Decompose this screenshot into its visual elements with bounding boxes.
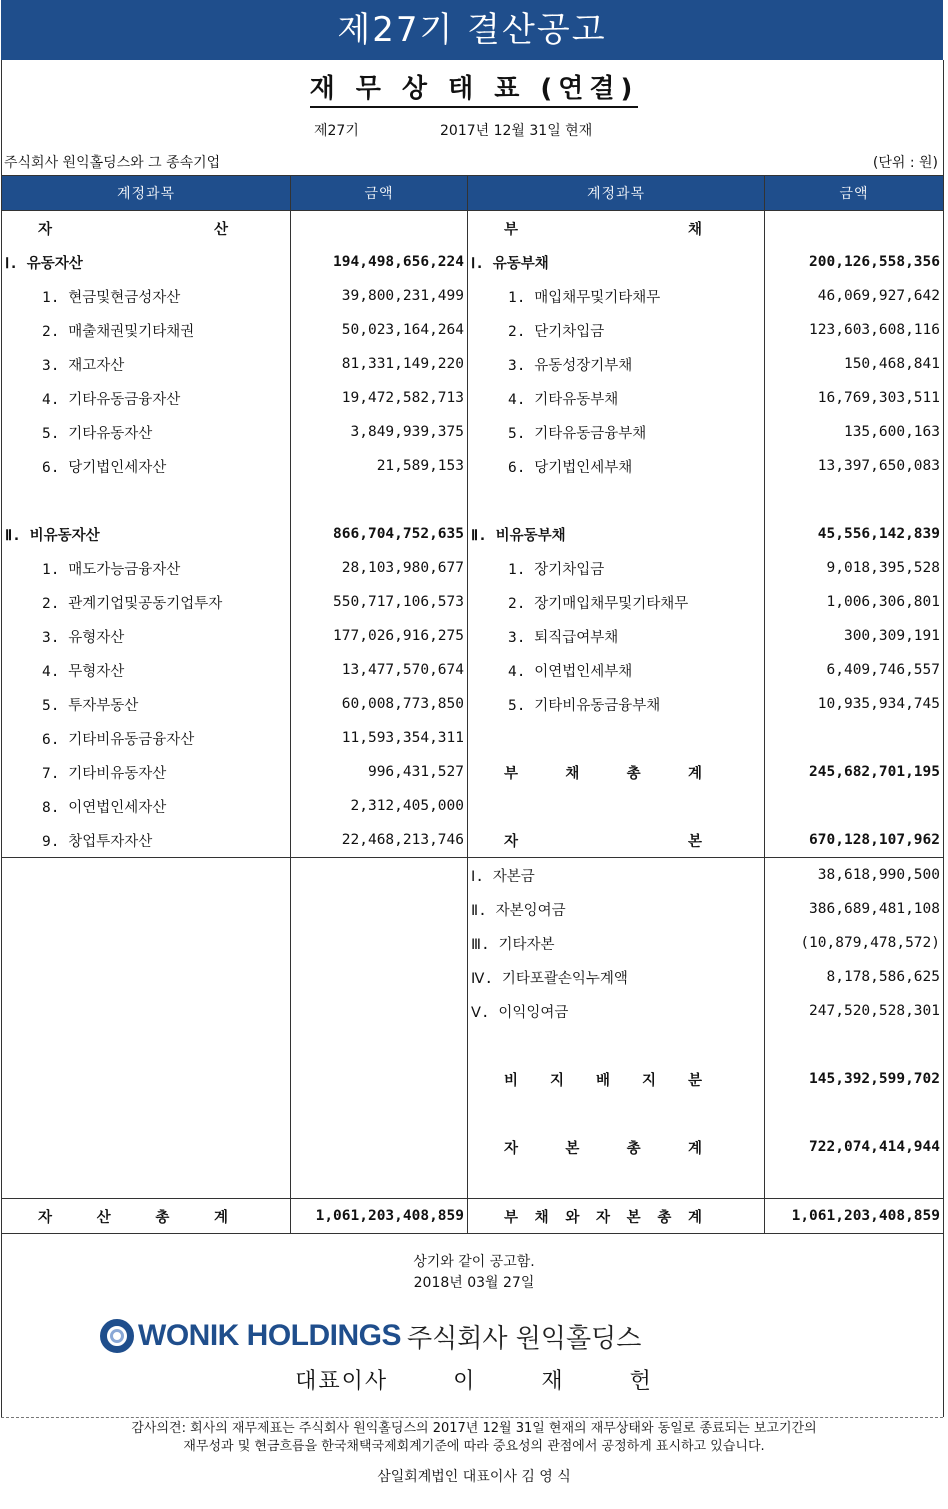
amount-cell: 386,689,481,108 bbox=[765, 892, 944, 926]
account-cell: 4. 이연법인세부채 bbox=[468, 653, 765, 687]
table-row bbox=[2, 823, 944, 858]
account-cell: 1. 매입채무및기타채무 bbox=[468, 279, 765, 313]
ceo-signature-line bbox=[0, 1364, 948, 1395]
account-cell: Ⅰ. 자본금 bbox=[468, 858, 765, 893]
account-cell: 부 채 총 계 bbox=[468, 755, 765, 789]
table-row bbox=[2, 789, 944, 823]
account-cell: Ⅰ. 유동자산 bbox=[2, 245, 291, 279]
audit-opinion: 감사의견: 회사의 재무제표는 주식회사 원익홀딩스의 2017년 12월 31일 현재의 재무상태와 동일로 종료되는 보고기간의 재무성과 및 현금흐름을 한국채택국제회계기준에 따라 중요성의 관점에서 공정하게 표시하고 있습니다. bbox=[131, 1421, 817, 1454]
table-row bbox=[2, 415, 944, 449]
amount-cell bbox=[765, 721, 944, 755]
amount-cell: 28,103,980,677 bbox=[291, 551, 468, 585]
amount-cell bbox=[291, 858, 468, 893]
amount-cell: 8,178,586,625 bbox=[765, 960, 944, 994]
amount-cell: 1,061,203,408,859 bbox=[291, 1199, 468, 1234]
amount-cell: 247,520,528,301 bbox=[765, 994, 944, 1028]
amount-cell: 996,431,527 bbox=[291, 755, 468, 789]
account-cell: 6. 당기법인세부채 bbox=[468, 449, 765, 483]
table-row bbox=[2, 483, 944, 517]
amount-cell: 123,603,608,116 bbox=[765, 313, 944, 347]
amount-cell: 2,312,405,000 bbox=[291, 789, 468, 823]
account-cell: 4. 기타유동금융자산 bbox=[2, 381, 291, 415]
table-row bbox=[2, 721, 944, 755]
table-row bbox=[2, 1130, 944, 1164]
amount-cell: 722,074,414,944 bbox=[765, 1130, 944, 1164]
table-row bbox=[2, 755, 944, 789]
table-row bbox=[2, 1028, 944, 1062]
amount-cell: 194,498,656,224 bbox=[291, 245, 468, 279]
account-cell: 1. 매도가능금융자산 bbox=[2, 551, 291, 585]
amount-cell: 200,126,558,356 bbox=[765, 245, 944, 279]
amount-cell: 3,849,939,375 bbox=[291, 415, 468, 449]
table-header-row bbox=[2, 176, 944, 211]
balance-sheet-table bbox=[1, 175, 944, 1234]
amount-cell: 19,472,582,713 bbox=[291, 381, 468, 415]
company-name: 주식회사 원익홀딩스와 그 종속기업 bbox=[4, 155, 221, 171]
account-cell: 3. 유형자산 bbox=[2, 619, 291, 653]
amount-cell bbox=[291, 960, 468, 994]
amount-cell bbox=[291, 994, 468, 1028]
account-cell: 4. 기타유동부채 bbox=[468, 381, 765, 415]
header-account-right: 계정과목 bbox=[468, 176, 765, 211]
statement-title: 재 무 상 태 표 (연결) bbox=[0, 68, 948, 105]
amount-cell: 38,618,990,500 bbox=[765, 858, 944, 893]
account-cell bbox=[2, 960, 291, 994]
amount-cell bbox=[765, 1028, 944, 1062]
amount-cell: 22,468,213,746 bbox=[291, 823, 468, 858]
account-cell: 자 본 총 계 bbox=[468, 1130, 765, 1164]
account-cell: 3. 유동성장기부채 bbox=[468, 347, 765, 381]
table-row bbox=[2, 892, 944, 926]
account-cell bbox=[468, 721, 765, 755]
account-cell: 2. 단기차입금 bbox=[468, 313, 765, 347]
announcement-text: 상기와 같이 공고함. bbox=[413, 1254, 535, 1270]
table-row bbox=[2, 449, 944, 483]
account-cell: 3. 재고자산 bbox=[2, 347, 291, 381]
amount-cell: 135,600,163 bbox=[765, 415, 944, 449]
account-cell bbox=[2, 1164, 291, 1199]
amount-cell: 13,397,650,083 bbox=[765, 449, 944, 483]
amount-cell: 866,704,752,635 bbox=[291, 517, 468, 551]
table-row bbox=[2, 619, 944, 653]
account-cell bbox=[468, 483, 765, 517]
account-cell bbox=[468, 1096, 765, 1130]
account-cell: 2. 매출채권및기타채권 bbox=[2, 313, 291, 347]
account-cell bbox=[2, 926, 291, 960]
account-cell: 자 산 bbox=[2, 211, 291, 246]
amount-cell: 60,008,773,850 bbox=[291, 687, 468, 721]
account-cell: 7. 기타비유동자산 bbox=[2, 755, 291, 789]
amount-cell bbox=[765, 1164, 944, 1199]
amount-cell: (10,879,478,572) bbox=[765, 926, 944, 960]
ceo-name-char: 이 bbox=[453, 1369, 477, 1394]
amount-cell bbox=[291, 892, 468, 926]
account-cell: Ⅱ. 자본잉여금 bbox=[468, 892, 765, 926]
amount-cell: 9,018,395,528 bbox=[765, 551, 944, 585]
amount-cell: 46,069,927,642 bbox=[765, 279, 944, 313]
amount-cell bbox=[291, 1130, 468, 1164]
amount-cell: 39,800,231,499 bbox=[291, 279, 468, 313]
amount-cell: 6,409,746,557 bbox=[765, 653, 944, 687]
amount-cell: 1,006,306,801 bbox=[765, 585, 944, 619]
fiscal-period: 제27기 bbox=[314, 123, 359, 139]
footer-divider bbox=[1, 1417, 943, 1418]
account-cell: 6. 기타비유동금융자산 bbox=[2, 721, 291, 755]
account-cell: 비 지 배 지 분 bbox=[468, 1062, 765, 1096]
account-cell: Ⅴ. 이익잉여금 bbox=[468, 994, 765, 1028]
amount-cell: 45,556,142,839 bbox=[765, 517, 944, 551]
account-cell: 8. 이연법인세자산 bbox=[2, 789, 291, 823]
ceo-title: 대표이사 bbox=[295, 1369, 389, 1394]
table-row bbox=[2, 1062, 944, 1096]
account-cell: 5. 기타유동금융부채 bbox=[468, 415, 765, 449]
table-row bbox=[2, 517, 944, 551]
statement-date: 2017년 12월 31일 현재 bbox=[440, 123, 593, 139]
account-cell bbox=[2, 1096, 291, 1130]
company-logo bbox=[100, 1316, 641, 1356]
amount-cell: 245,682,701,195 bbox=[765, 755, 944, 789]
table-row bbox=[2, 960, 944, 994]
table-row bbox=[2, 279, 944, 313]
account-cell: 6. 당기법인세자산 bbox=[2, 449, 291, 483]
account-cell bbox=[2, 483, 291, 517]
table-row bbox=[2, 211, 944, 246]
account-cell bbox=[2, 892, 291, 926]
amount-cell: 21,589,153 bbox=[291, 449, 468, 483]
amount-cell: 550,717,106,573 bbox=[291, 585, 468, 619]
account-cell: 1. 장기차입금 bbox=[468, 551, 765, 585]
amount-cell: 10,935,934,745 bbox=[765, 687, 944, 721]
announcement-date: 2018년 03월 27일 bbox=[413, 1275, 535, 1291]
account-cell bbox=[468, 1164, 765, 1199]
table-row bbox=[2, 347, 944, 381]
account-cell: 1. 현금및현금성자산 bbox=[2, 279, 291, 313]
amount-cell bbox=[765, 1096, 944, 1130]
table-row bbox=[2, 1164, 944, 1199]
table-row bbox=[2, 858, 944, 893]
account-cell bbox=[2, 1062, 291, 1096]
amount-cell: 670,128,107,962 bbox=[765, 823, 944, 858]
table-row bbox=[2, 994, 944, 1028]
table-row bbox=[2, 551, 944, 585]
account-cell: 5. 기타비유동금융부채 bbox=[468, 687, 765, 721]
amount-cell bbox=[765, 789, 944, 823]
account-cell: Ⅱ. 비유동자산 bbox=[2, 517, 291, 551]
table-row bbox=[2, 687, 944, 721]
table-row bbox=[2, 1199, 944, 1234]
account-cell: 4. 무형자산 bbox=[2, 653, 291, 687]
account-cell bbox=[468, 789, 765, 823]
logo-wordmark: WONIK HOLDINGS bbox=[138, 1319, 401, 1352]
account-cell: 2. 장기매입채무및기타채무 bbox=[468, 585, 765, 619]
account-cell bbox=[2, 1130, 291, 1164]
amount-cell bbox=[765, 211, 944, 246]
amount-cell: 177,026,916,275 bbox=[291, 619, 468, 653]
wonik-logo-icon bbox=[100, 1319, 134, 1353]
amount-cell bbox=[291, 211, 468, 246]
account-cell: 3. 퇴직급여부채 bbox=[468, 619, 765, 653]
account-cell: 부 채 와 자 본 총 계 bbox=[468, 1199, 765, 1234]
company-name-kr: 주식회사 원익홀딩스 bbox=[407, 1323, 642, 1354]
account-cell: 9. 창업투자자산 bbox=[2, 823, 291, 858]
amount-cell bbox=[291, 483, 468, 517]
table-row bbox=[2, 926, 944, 960]
table-row bbox=[2, 653, 944, 687]
amount-cell bbox=[291, 1028, 468, 1062]
table-row bbox=[2, 1096, 944, 1130]
account-cell bbox=[2, 858, 291, 893]
account-cell: 자 산 총 계 bbox=[2, 1199, 291, 1234]
amount-cell bbox=[291, 1062, 468, 1096]
amount-cell: 50,023,164,264 bbox=[291, 313, 468, 347]
account-cell: 자 본 bbox=[468, 823, 765, 858]
account-cell: 부 채 bbox=[468, 211, 765, 246]
table-row bbox=[2, 245, 944, 279]
unit-label: (단위 : 원) bbox=[872, 155, 938, 171]
amount-cell: 145,392,599,702 bbox=[765, 1062, 944, 1096]
amount-cell: 150,468,841 bbox=[765, 347, 944, 381]
account-cell bbox=[468, 1028, 765, 1062]
account-cell: Ⅲ. 기타자본 bbox=[468, 926, 765, 960]
header-account-left: 계정과목 bbox=[2, 176, 291, 211]
header-amount-right: 금액 bbox=[765, 176, 944, 211]
account-cell: Ⅱ. 비유동부채 bbox=[468, 517, 765, 551]
account-cell: Ⅰ. 유동부채 bbox=[468, 245, 765, 279]
amount-cell bbox=[291, 926, 468, 960]
account-cell bbox=[2, 994, 291, 1028]
table-row bbox=[2, 313, 944, 347]
account-cell: Ⅳ. 기타포괄손익누계액 bbox=[468, 960, 765, 994]
amount-cell bbox=[765, 483, 944, 517]
amount-cell: 300,309,191 bbox=[765, 619, 944, 653]
amount-cell bbox=[291, 1164, 468, 1199]
account-cell bbox=[2, 1028, 291, 1062]
announcement-banner: 제27기 결산공고 bbox=[1, 0, 943, 60]
amount-cell: 11,593,354,311 bbox=[291, 721, 468, 755]
ceo-name-char: 재 bbox=[541, 1369, 565, 1394]
table-row bbox=[2, 585, 944, 619]
auditor-line: 삼일회계법인 대표이사 김 영 식 bbox=[377, 1469, 571, 1485]
ceo-name-char: 헌 bbox=[629, 1369, 653, 1394]
amount-cell bbox=[291, 1096, 468, 1130]
amount-cell: 16,769,303,511 bbox=[765, 381, 944, 415]
amount-cell: 81,331,149,220 bbox=[291, 347, 468, 381]
amount-cell: 13,477,570,674 bbox=[291, 653, 468, 687]
table-row bbox=[2, 381, 944, 415]
amount-cell: 1,061,203,408,859 bbox=[765, 1199, 944, 1234]
header-amount-left: 금액 bbox=[291, 176, 468, 211]
account-cell: 5. 투자부동산 bbox=[2, 687, 291, 721]
account-cell: 2. 관계기업및공동기업투자 bbox=[2, 585, 291, 619]
account-cell: 5. 기타유동자산 bbox=[2, 415, 291, 449]
